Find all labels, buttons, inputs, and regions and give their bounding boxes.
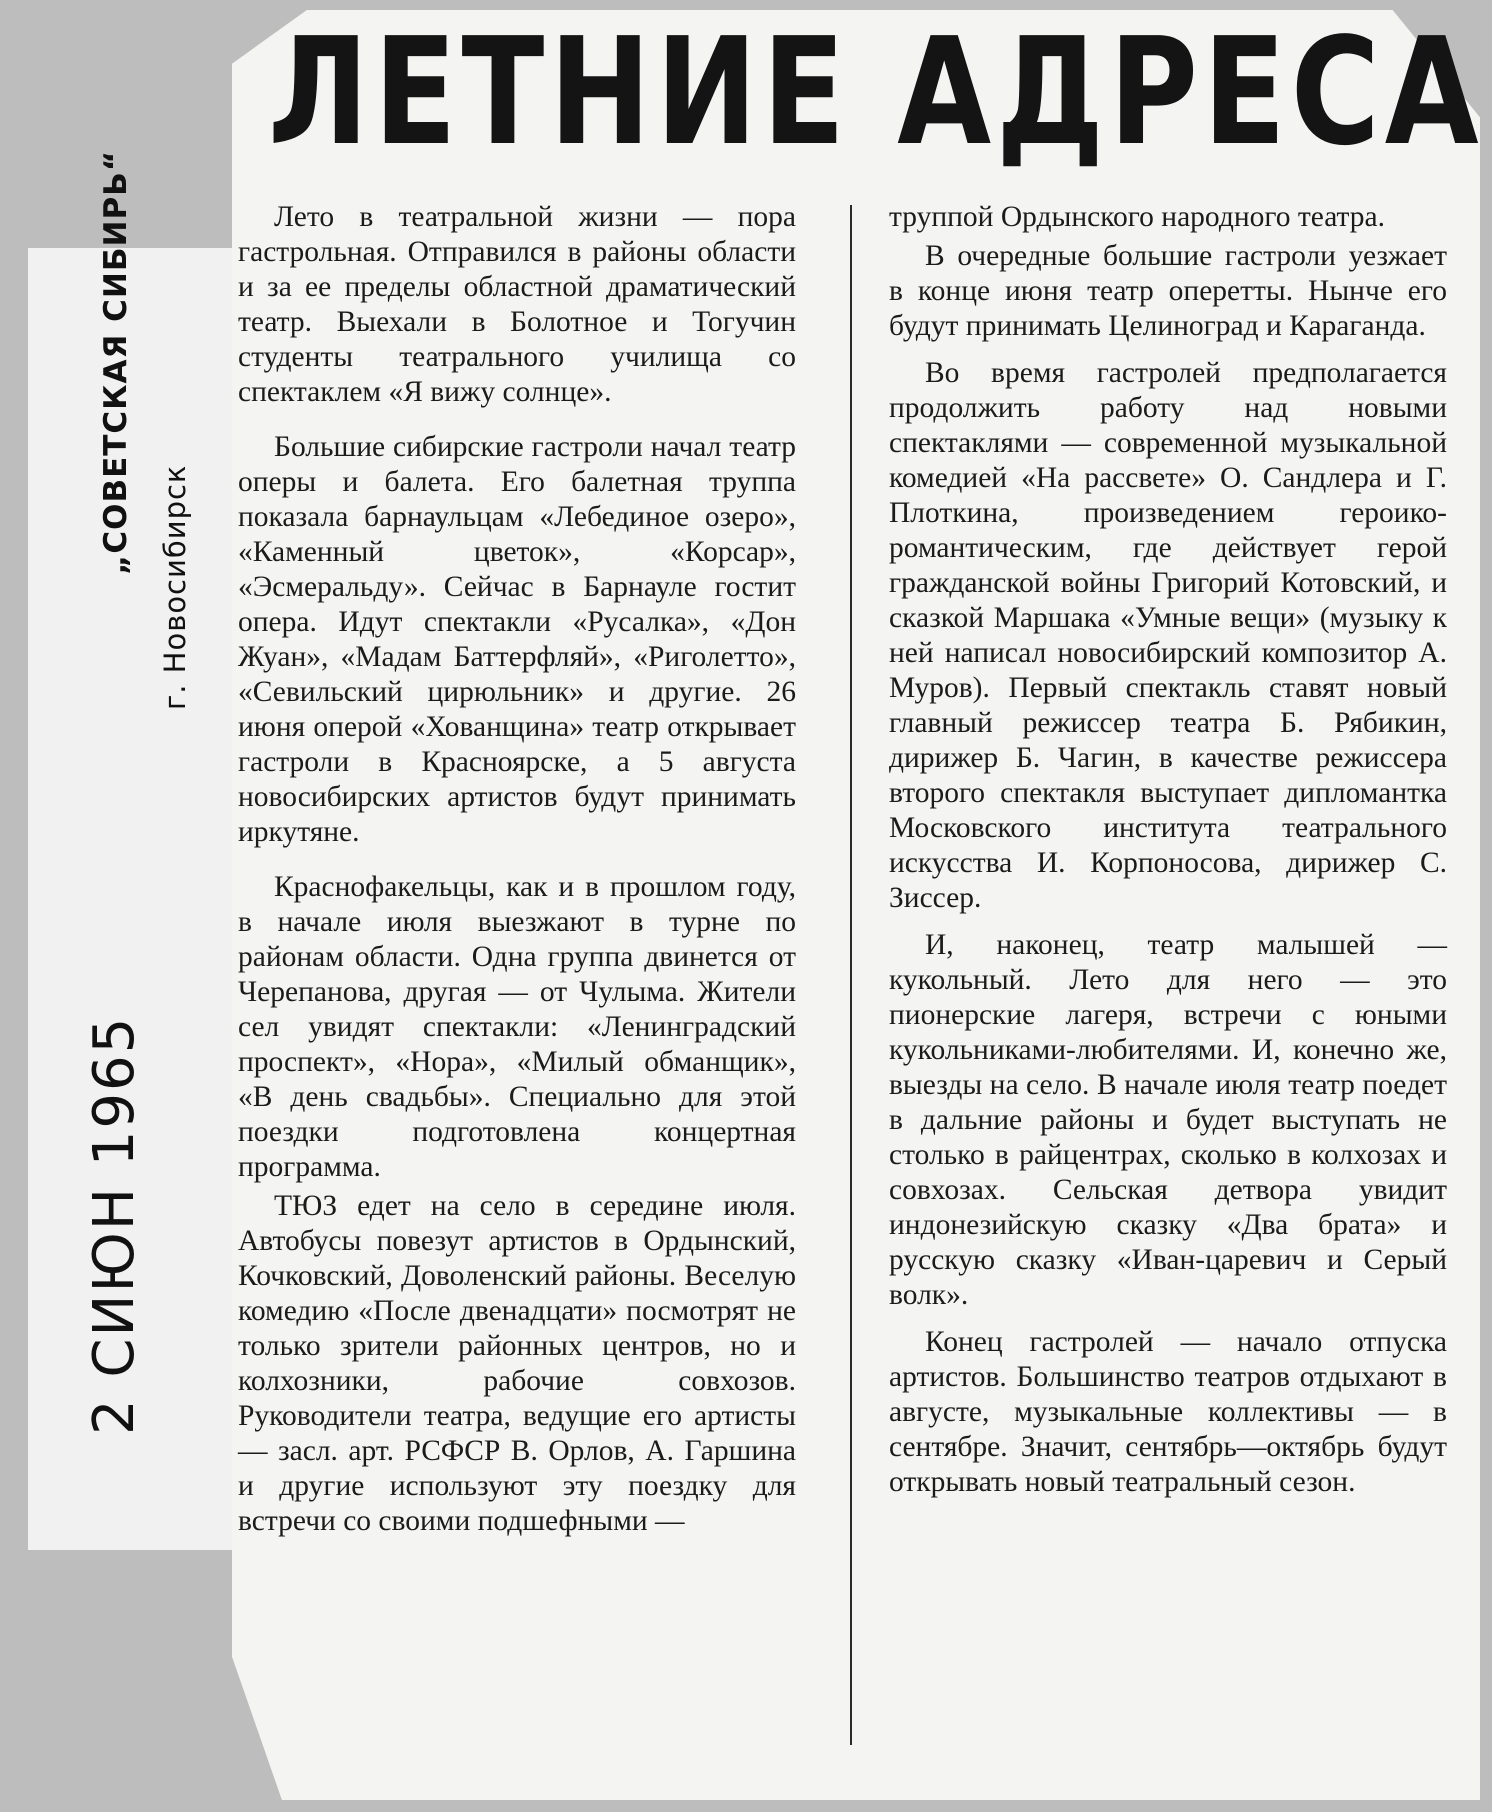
paragraph: ТЮЗ едет на село в середине июля. Автобусы повезут артистов в Ордынский, Кочковский, Доволенский районы. Веселую комедию «После двенадцати» посмотрят не только зрители районных центров, но и колхозники, рабочие совхозов. Руководители театра, ведущие его артисты — засл. арт. РСФСР В. Орлов, А. Гаршина и другие используют эту поездку для встречи со своими подшефными — [238, 1190, 796, 1537]
paragraph: В очередные большие гастроли уезжает в конце июня театр оперетты. Нынче его будут принимать Целиноград и Караганда. [889, 240, 1447, 342]
date-stamp: 2 СИЮН 1965 [82, 1015, 147, 1435]
city-stamp: г. Новосибирск [158, 464, 192, 710]
paragraph: Во время гастролей предполагается продолжить работу над новыми спектаклями — современной музыкальной комедией «На рассвете» О. Сандлера и Г. Плоткина, произведением героико-романтическим, где действует герой гражданской войны Григорий Котовский, и сказкой Маршака «Умные вещи» (музыку к ней написал новосибирский композитор А. Муров). Первый спектакль ставят новый главный режиссер театра Б. Рябикин, дирижер Б. Чагин, в качестве режиссера второго спектакля выступает дипломантка Московского института театрального искусства И. Корпоносова, дирижер С. Зиссер. [889, 357, 1447, 914]
paragraph: Лето в театральной жизни — пора гастрольная. Отправился в районы области и за ее пределы областной драматический театр. Выехали в Болотное и Тогучин студенты театрального училища со спектаклем «Я вижу солнце». [238, 201, 796, 408]
article-column-left [238, 200, 796, 1539]
article-column-right [889, 200, 1447, 1500]
paragraph: Краснофакельцы, как и в прошлом году, в начале июля выезжают в турне по районам области. Одна группа двинется от Черепанова, другая — от Чулыма. Жители сел увидят спектакли: «Ленинградский проспект», «Нора», «Милый обманщик», «В день свадьбы». Специально для этой поездки подготовлена концертная программа. [238, 871, 796, 1183]
paragraph: Большие сибирские гастроли начал театр оперы и балета. Его балетная труппа показала барнаульцам «Лебединое озеро», «Каменный цветок», «Корсар», «Эсмеральду». Сейчас в Барнауле гостит опера. Идут спектакли «Русалка», «Дон Жуан», «Мадам Баттерфляй», «Риголетто», «Севильский цирюльник» и другие. 26 июня оперой «Хованщина» театр открывает гастроли в Красноярске, а 5 августа новосибирских артистов будут принимать иркутяне. [238, 431, 796, 848]
newspaper-name-stamp: „СОВЕТСКАЯ СИБИРЬ“ [98, 149, 134, 575]
paragraph: труппой Ордынского народного театра. [889, 201, 1386, 233]
article-headline: ЛЕТНИЕ АДРЕСА [268, 6, 1484, 178]
column-divider [850, 205, 852, 1745]
paragraph: Конец гастролей — начало отпуска артистов. Большинство театров отдыхают в августе, музыкальные коллективы — в сентябре. Значит, сентябрь—октябрь будут открывать новый театральный сезон. [889, 1326, 1447, 1498]
paragraph: И, наконец, театр малышей — кукольный. Лето для него — это пионерские лагеря, встречи с юными кукольниками-любителями. И, конечно же, выезды на село. В начале июля театр поедет в дальние районы и будет выступать не столько в райцентрах, сколько в колхозах и совхозах. Сельская детвора увидит индонезийскую сказку «Два брата» и русскую сказку «Иван-царевич и Серый волк». [889, 929, 1447, 1311]
